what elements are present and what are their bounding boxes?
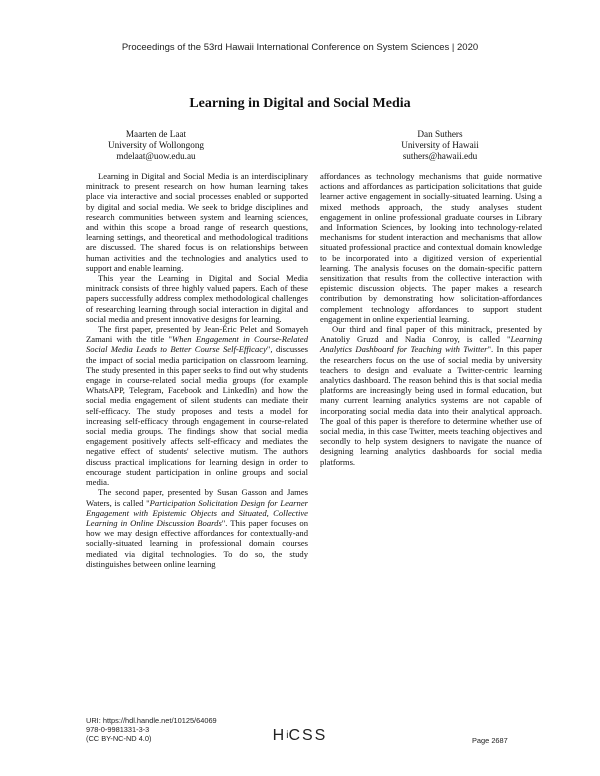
footer-isbn: 978-0-9981331-3-3 xyxy=(86,725,150,734)
paragraph: The first paper, presented by Jean-Éric Pelet and Somayeh Zamani with the title "When Engagement in Course-Related Social Media Leads to Better Course Self-Efficacy", discusses the impact of social media participation on classroom learning. The study presented in this paper seeks to find out why students engage in course-related social media groups (for example WhatsAPP, Telegram, Facebook and LinkedIn) and how the social media engagement of silent students can mediate their self-efficacy. The study proposes and tests a model for increasing self-efficacy through engagement in course-related social media groups. The findings show that social media engagement positively affects self-efficacy and mediates the negative effect of students' selective mutism. The authors discuss practical implications for learning design in order to encourage student participation in online groups and social media. xyxy=(86,324,308,488)
cited-paper-title: Participation Solicitation Design for Learner Engagement with Epistemic Objects and Situated, Collective Learning in Online Discussion Boards xyxy=(86,497,308,528)
paragraph: affordances as technology mechanisms that guide normative actions and affordances as participation solicitations that guide learner active engagement in socially-situated learning. Using a mixed methods approach, the study analyses student engagement in online professional graduate courses in Library and Information Sciences, by looking into technology-related mechanisms for student interaction and mechanisms that allow situated professional practice and contextual domain knowledge to be incorporated into a digitized version of experiential learning. The analysis focuses on the domain-specific pattern sensitization that results from the collective interaction with epistemic discussion objects. The paper makes a research contribution by demonstrating how solicitation-affordances complement technology affordances to support student engagement in online experiential learning. xyxy=(320,171,542,324)
author-name: Dan Suthers xyxy=(417,129,463,139)
paragraph: This year the Learning in Digital and Social Media minitrack consists of three highly valued papers. Each of these papers successfully address complex methodological challenges of researching learning through social interaction in digital and social media and present innovative designs for learning. xyxy=(86,273,308,324)
paragraph: Learning in Digital and Social Media is an interdisciplinary minitrack to present research on how human learning takes place via interactive and social processes enabled or supported by digital and social media. We seek to bridge disciplines and research communities between system and learning sciences, and within this scope a broad range of research questions, learning settings, and theoretical and methodological traditions are discussed. The shared focus is on relationships between human activities and the technologies and analytics used to support and enable learning. xyxy=(86,171,308,273)
footer-metadata xyxy=(86,716,217,743)
hicss-logo: HiCSS xyxy=(272,727,328,744)
footer-uri: URI: https://hdl.handle.net/10125/64069 xyxy=(86,716,217,725)
author-block-left xyxy=(56,129,256,163)
footer-license: (CC BY-NC-ND 4.0) xyxy=(86,734,152,743)
author-name: Maarten de Laat xyxy=(125,129,187,139)
author-affiliation: University of Wollongong xyxy=(107,140,205,151)
cited-paper-title: When Engagement in Course-Related Social Media Leads to Better Course Self-Efficacy xyxy=(86,334,308,355)
proceedings-header: Proceedings of the 53rd Hawaii International Conference on System Sciences | 2020 xyxy=(121,42,479,53)
paper-title: Learning in Digital and Social Media xyxy=(189,96,411,111)
author-block-right xyxy=(340,129,540,163)
cited-paper-title: Learning Analytics Dashboard for Teaching with Twitter xyxy=(320,334,542,355)
paragraph: Our third and final paper of this minitrack, presented by Anatoliy Gruzd and Nadia Conroy, is called "Learning Analytics Dashboard for Teaching with Twitter". In this paper the researchers focus on the use of social media by university teachers to design and evaluate a Twitter-centric learning analytics dashboard. The reason behind this is that social media platforms are increasingly being used in formal education, but many current learning analytics systems are not capable of incorporating social media data into their analytical approach. The goal of this paper is therefore to determine whether use of social media, in this case Twitter, meets teaching objectives and secondly to help system designers to navigate the nuance of designing learning analytics dashboards for social media platforms. xyxy=(320,324,542,467)
right-column xyxy=(320,171,542,467)
left-column xyxy=(86,171,308,569)
author-affiliation: University of Hawaii xyxy=(401,140,479,151)
page-number: Page 2687 xyxy=(472,736,508,745)
author-email: mdelaat@uow.edu.au xyxy=(116,151,196,162)
author-email: suthers@hawaii.edu xyxy=(402,151,478,162)
paragraph: The second paper, presented by Susan Gasson and James Waters, is called "Participation Solicitation Design for Learner Engagement with Epistemic Objects and Situated, Collective Learning in Online Discussion Boards". This paper focuses on how we may design effective affordances for contextually-and socially-situated learning in professional domain courses mediated via digital technologies. To do so, the study distinguishes between online learning xyxy=(86,487,308,569)
